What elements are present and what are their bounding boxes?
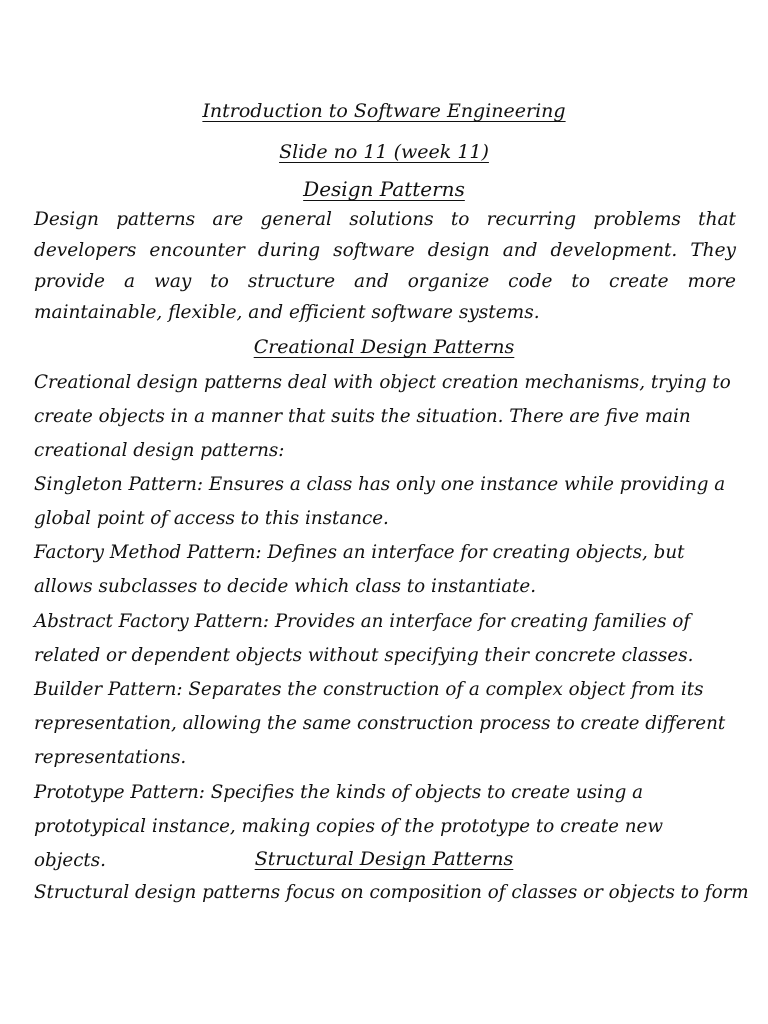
section-heading-creational: Creational Design Patterns: [253, 336, 515, 358]
creational-intro: Creational design patterns deal with object creation mechanisms, trying to create objects in a manner that suits the situation. There are five main creational design patterns:: [34, 372, 731, 461]
document-title: Introduction to Software Engineering: [202, 100, 566, 122]
structural-intro: Structural design patterns focus on composition of classes or objects to form: [34, 882, 749, 903]
design-patterns-intro: Design patterns are general solutions to recurring problems that developers encounter during software design and development. They provide a way to structure and organize code to create more maintainable, flexible, and efficient software systems.: [34, 209, 736, 323]
singleton-pattern-paragraph: Singleton Pattern: Ensures a class has only one instance while providing a global point of access to this instance.: [34, 474, 726, 529]
section-heading-design-patterns: Design Patterns: [303, 177, 465, 201]
section-heading-structural: Structural Design Patterns: [254, 848, 514, 870]
factory-method-pattern-paragraph: Factory Method Pattern: Defines an interface for creating objects, but allows subclasses to decide which class to instantiate.: [34, 542, 685, 597]
prototype-pattern-paragraph: Prototype Pattern: Specifies the kinds of objects to create using a prototypical instance, making copies of the prototype to create new objects.: [34, 782, 663, 871]
abstract-factory-pattern-paragraph: Abstract Factory Pattern: Provides an interface for creating families of related or dependent objects without specifying their concrete classes.: [34, 611, 694, 666]
builder-pattern-paragraph: Builder Pattern: Separates the construction of a complex object from its representation, allowing the same construction process to create different representations.: [34, 679, 726, 768]
slide-number: Slide no 11 (week 11): [279, 141, 489, 163]
